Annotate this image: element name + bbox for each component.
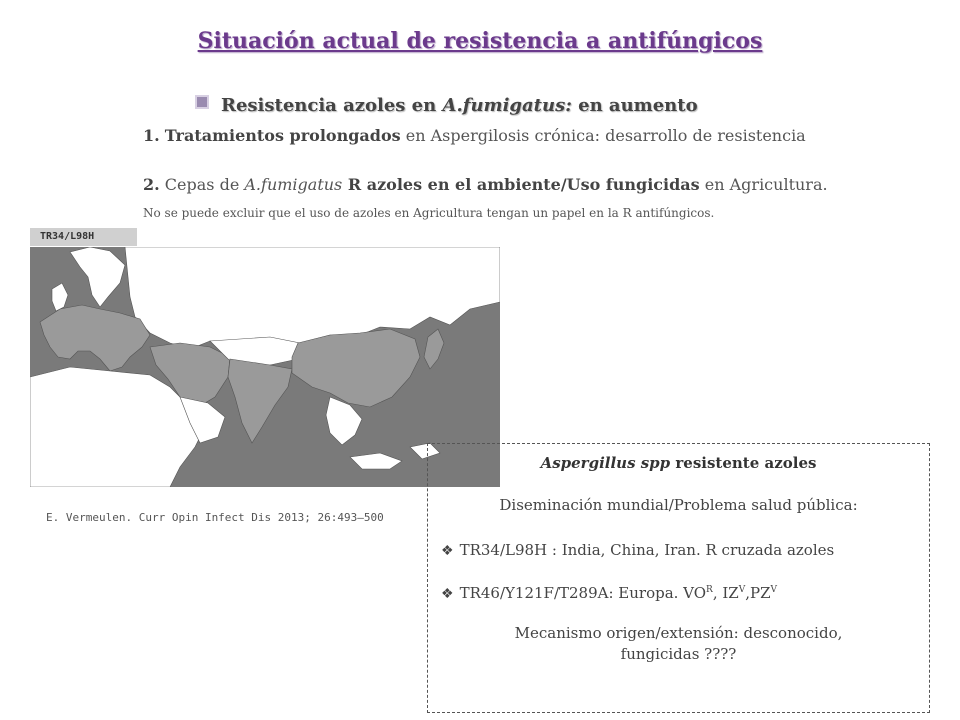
box-item-1: [441, 541, 834, 559]
box-item-2-sup-2: V: [738, 585, 746, 595]
point-2-text: en Agricultura.: [699, 175, 828, 194]
square-bullet-icon: [195, 95, 209, 109]
box-item-2-sup-1: R: [706, 585, 713, 595]
point-2-pre: Cepas de: [159, 175, 245, 194]
subtitle-prefix: Resistencia azoles en: [221, 95, 443, 116]
point-1-bold: Tratamientos prolongados: [164, 126, 401, 145]
box-line-3: fungicidas ????: [620, 645, 737, 663]
subtitle-suffix: en aumento: [571, 95, 698, 116]
diamond-bullet-icon: ❖: [441, 543, 454, 559]
point-2-organism: A.fumigatus: [244, 175, 343, 194]
point-2-bold: R azoles en el ambiente/Uso fungicidas: [342, 175, 700, 194]
point-2: [143, 175, 828, 194]
point-2-number: 2.: [143, 175, 160, 194]
box-item-2-sup-3: V: [770, 585, 778, 595]
box-title-genus: Aspergillus spp: [540, 454, 671, 472]
point-1: [143, 126, 806, 145]
point-1-text: en Aspergilosis crónica: desarrollo de resistencia: [400, 126, 806, 145]
note-text: No se puede excluir que el uso de azoles en Agricultura tengan un papel en la R antifúngicos.: [143, 206, 715, 220]
box-title: [428, 454, 929, 472]
diamond-bullet-icon: ❖: [441, 586, 454, 602]
box-line-1: Diseminación mundial/Problema salud pública:: [499, 496, 858, 514]
subtitle: [195, 95, 698, 116]
box-item-2-mid-2: ,PZ: [745, 584, 771, 602]
slide-title: Situación actual de resistencia a antifúngicos: [197, 28, 763, 54]
box-item-2: [441, 584, 777, 602]
info-box: [427, 443, 930, 713]
point-1-number: 1.: [143, 126, 160, 145]
box-line-2: Mecanismo origen/extensión: desconocido,: [514, 624, 843, 642]
box-item-2-pre: TR46/Y121F/T289A: Europa. VO: [459, 584, 707, 602]
box-item-2-mid-1: , IZ: [712, 584, 739, 602]
subtitle-organism: A.fumigatus:: [442, 95, 572, 116]
map-label: TR34/L98H: [30, 228, 137, 246]
citation: E. Vermeulen. Curr Opin Infect Dis 2013; 26:493–500: [46, 511, 384, 524]
box-title-rest: resistente azoles: [670, 454, 817, 472]
box-item-1-text: TR34/L98H : India, China, Iran. R cruzada azoles: [459, 541, 835, 559]
